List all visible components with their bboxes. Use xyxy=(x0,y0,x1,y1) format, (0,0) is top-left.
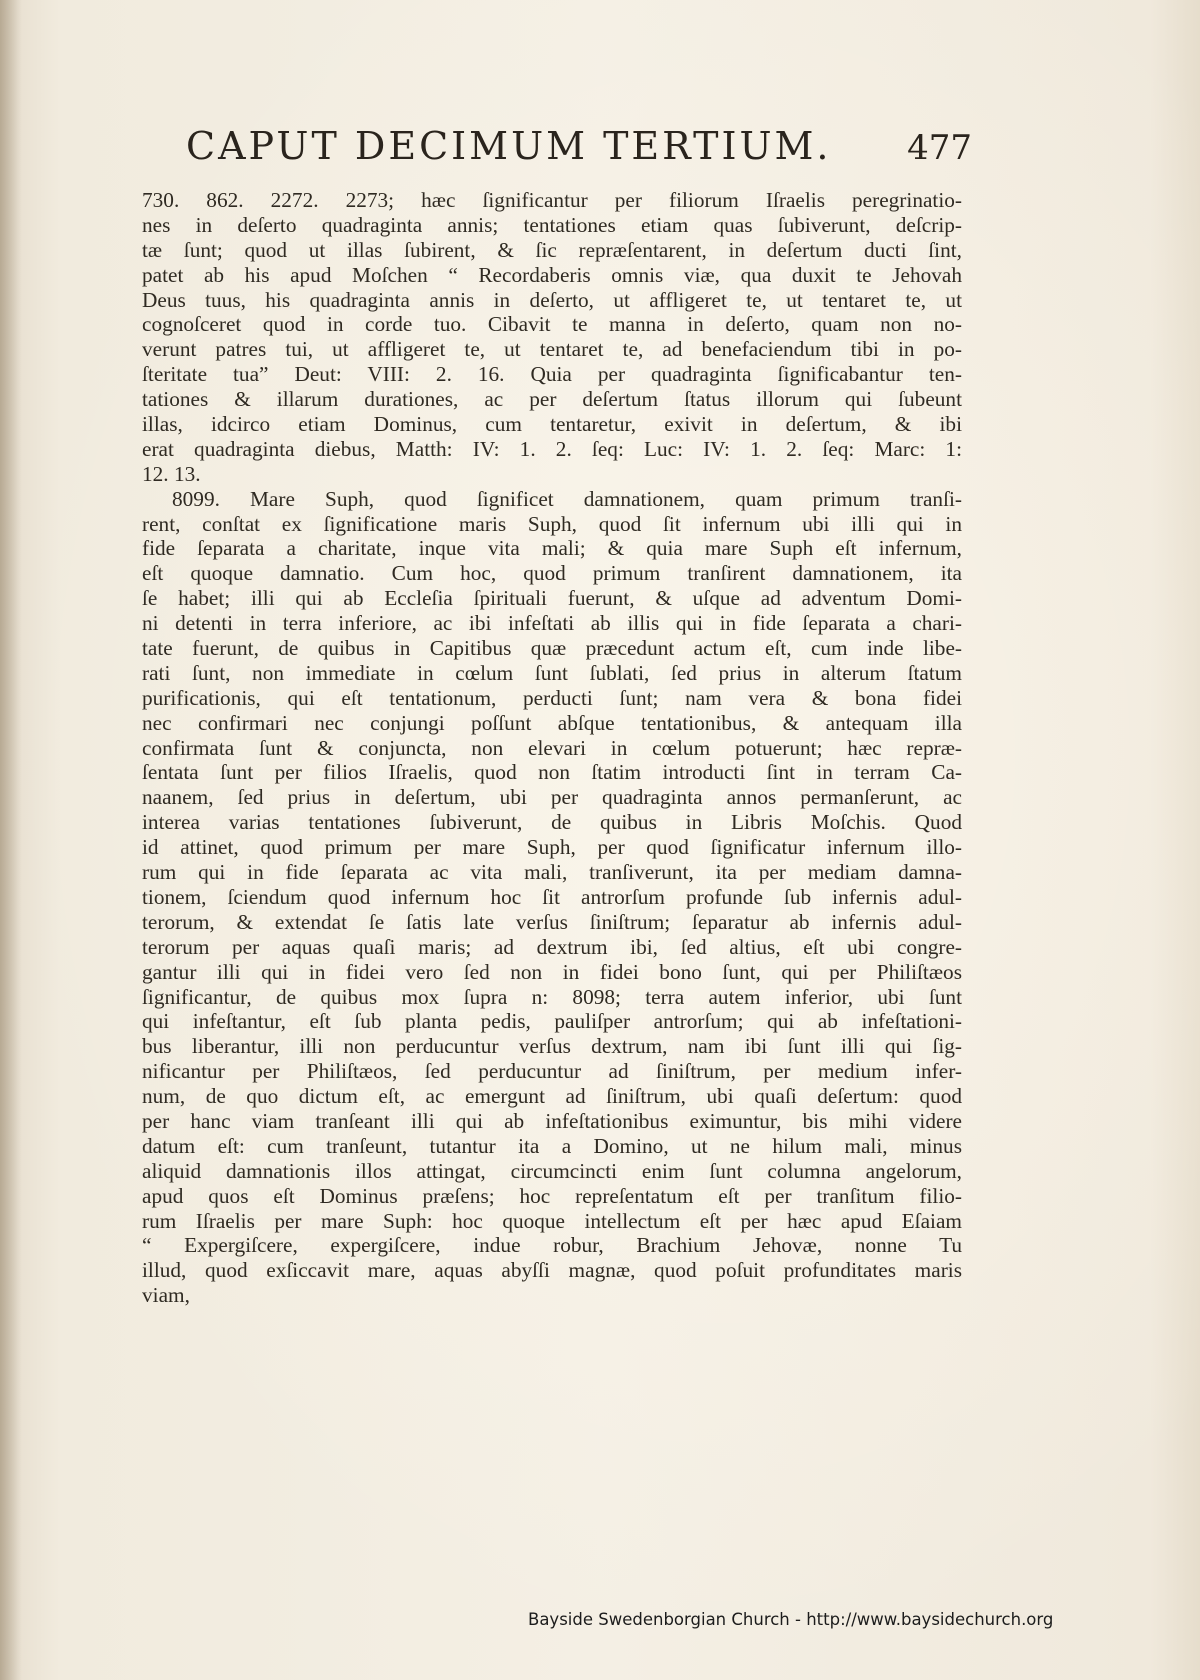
text-line: tationes & illarum durationes, ac per deſertum ſtatus illorum qui ſubeunt xyxy=(142,387,962,412)
text-line: illud, quod exſiccavit mare, aquas abyſſi magnæ, quod poſuit profunditates maris xyxy=(142,1258,962,1283)
text-line: datum eſt: cum tranſeunt, tutantur ita a Domino, ut ne hilum mali, minus xyxy=(142,1133,962,1158)
page-number: 477 xyxy=(907,128,972,168)
text-line: gantur illi qui in fidei vero ſed non in fidei bono ſunt, qui per Philiſtæos xyxy=(142,959,962,984)
text-line: terorum per aquas quaſi maris; ad dextrum ibi, ſed altius, eſt ubi congre- xyxy=(142,934,962,959)
text-line: 730. 862. 2272. 2273; hæc ſignificantur per filiorum Iſraelis peregrinatio- xyxy=(142,188,962,212)
paragraph-start-line: 8099. Mare Suph, quod ſignificet damnationem, quam primum tranſi- xyxy=(172,486,962,511)
text-line: id attinet, quod primum per mare Suph, per quod ſignificatur infernum illo- xyxy=(142,835,962,860)
text-line: 12. 13. xyxy=(142,461,201,486)
text-line: fide ſeparata a charitate, inque vita mali; & quia mare Suph eſt infernum, xyxy=(142,536,962,561)
text-line: eſt quoque damnatio. Cum hoc, quod primum tranſirent damnationem, ita xyxy=(142,561,962,586)
text-line: ſentata ſunt per filios Iſraelis, quod non ſtatim introducti ſint in terram Ca- xyxy=(142,760,962,785)
text-line: rent, conſtat ex ſignificatione maris Suph, quod ſit infernum ubi illi qui in xyxy=(142,511,962,536)
book-spine-shadow xyxy=(0,0,22,1680)
text-line: patet ab his apud Moſchen “ Recordaberis omnis viæ, qua duxit te Jehovah xyxy=(142,262,962,287)
body-text xyxy=(142,188,962,1333)
text-line: nificantur per Philiſtæos, ſed perducuntur ad ſiniſtrum, per medium infer- xyxy=(142,1059,962,1084)
text-line: ſe habet; illi qui ab Eccleſia ſpirituali fuerunt, & uſque ad adventum Domi- xyxy=(142,586,962,611)
text-line: confirmata ſunt & conjuncta, non elevari in cœlum potuerunt; hæc repræ- xyxy=(142,735,962,760)
chapter-title: CAPUT DECIMUM TERTIUM. xyxy=(186,124,832,168)
text-line: qui infeſtantur, eſt ſub planta pedis, pauliſper antrorſum; qui ab infeſtationi- xyxy=(142,1009,962,1034)
footer-credit: Bayside Swedenborgian Church - http://www.baysidechurch.org xyxy=(528,1610,1054,1629)
text-line: nec confirmari nec conjungi poſſunt abſque tentationibus, & antequam illa xyxy=(142,710,962,735)
text-line: illas, idcirco etiam Dominus, cum tentaretur, exivit in deſertum, & ibi xyxy=(142,412,962,437)
catchword xyxy=(142,1308,962,1333)
text-line: “ Expergiſcere, expergiſcere, indue robur, Brachium Jehovæ, nonne Tu xyxy=(142,1233,962,1258)
text-line: aliquid damnationis illos attingat, circumcincti enim ſunt columna angelorum, xyxy=(142,1158,962,1183)
text-line: tate fuerunt, de quibus in Capitibus quæ præcedunt actum eſt, cum inde libe- xyxy=(142,636,962,661)
text-line: ni detenti in terra inferiore, ac ibi infeſtati ab illis qui in fide ſeparata a chari- xyxy=(142,611,962,636)
text-line: viam, xyxy=(142,1283,190,1308)
text-line: purificationis, qui eſt tentationum, perducti ſunt; nam vera & bona fidei xyxy=(142,685,962,710)
running-header xyxy=(186,124,972,180)
text-line: tionem, ſciendum quod infernum hoc ſit antrorſum profunde ſub infernis adul- xyxy=(142,884,962,909)
text-line: ſteritate tua” Deut: VIII: 2. 16. Quia per quadraginta ſignificabantur ten- xyxy=(142,362,962,387)
text-line: terorum, & extendat ſe ſatis late verſus ſiniſtrum; ſeparatur ab infernis adul- xyxy=(142,909,962,934)
text-line: tæ ſunt; quod ut illas ſubirent, & ſic repræſentarent, in deſertum ducti ſint, xyxy=(142,237,962,262)
text-line: rum qui in fide ſeparata ac vita mali, tranſiverunt, ita per mediam damna- xyxy=(142,860,962,885)
text-line: bus liberantur, illi non perducuntur verſus dextrum, nam ibi ſunt illi qui ſig- xyxy=(142,1034,962,1059)
text-line: cognoſceret quod in corde tuo. Cibavit te manna in deſerto, quam non no- xyxy=(142,312,962,337)
text-line: erat quadraginta diebus, Matth: IV: 1. 2. ſeq: Luc: IV: 1. 2. ſeq: Marc: 1: xyxy=(142,436,962,461)
text-line: Deus tuus, his quadraginta annis in deſerto, ut affligeret te, ut tentaret te, ut xyxy=(142,287,962,312)
text-line: naanem, ſed prius in deſertum, ubi per quadraginta annos permanſerunt, ac xyxy=(142,785,962,810)
text-line: per hanc viam tranſeant illi qui ab infeſtationibus eximuntur, bis mihi videre xyxy=(142,1108,962,1133)
text-line: verunt patres tui, ut affligeret te, ut tentaret te, ad benefaciendum tibi in po- xyxy=(142,337,962,362)
text-line: nes in deſerto quadraginta annis; tentationes etiam quas ſubiverunt, deſcrip- xyxy=(142,212,962,237)
text-line: ſignificantur, de quibus mox ſupra n: 8098; terra autem inferior, ubi ſunt xyxy=(142,984,962,1009)
text-line: rati ſunt, non immediate in cœlum ſunt ſublati, ſed prius in alterum ſtatum xyxy=(142,660,962,685)
text-line: interea varias tentationes ſubiverunt, de quibus in Libris Moſchis. Quod xyxy=(142,810,962,835)
text-line: num, de quo dictum eſt, ac emergunt ad ſiniſtrum, ubi quaſi deſertum: quod xyxy=(142,1084,962,1109)
text-line: rum Iſraelis per mare Suph: hoc quoque intellectum eſt per hæc apud Eſaiam xyxy=(142,1208,962,1233)
text-line: apud quos eſt Dominus præſens; hoc repreſentatum eſt per tranſitum filio- xyxy=(142,1183,962,1208)
